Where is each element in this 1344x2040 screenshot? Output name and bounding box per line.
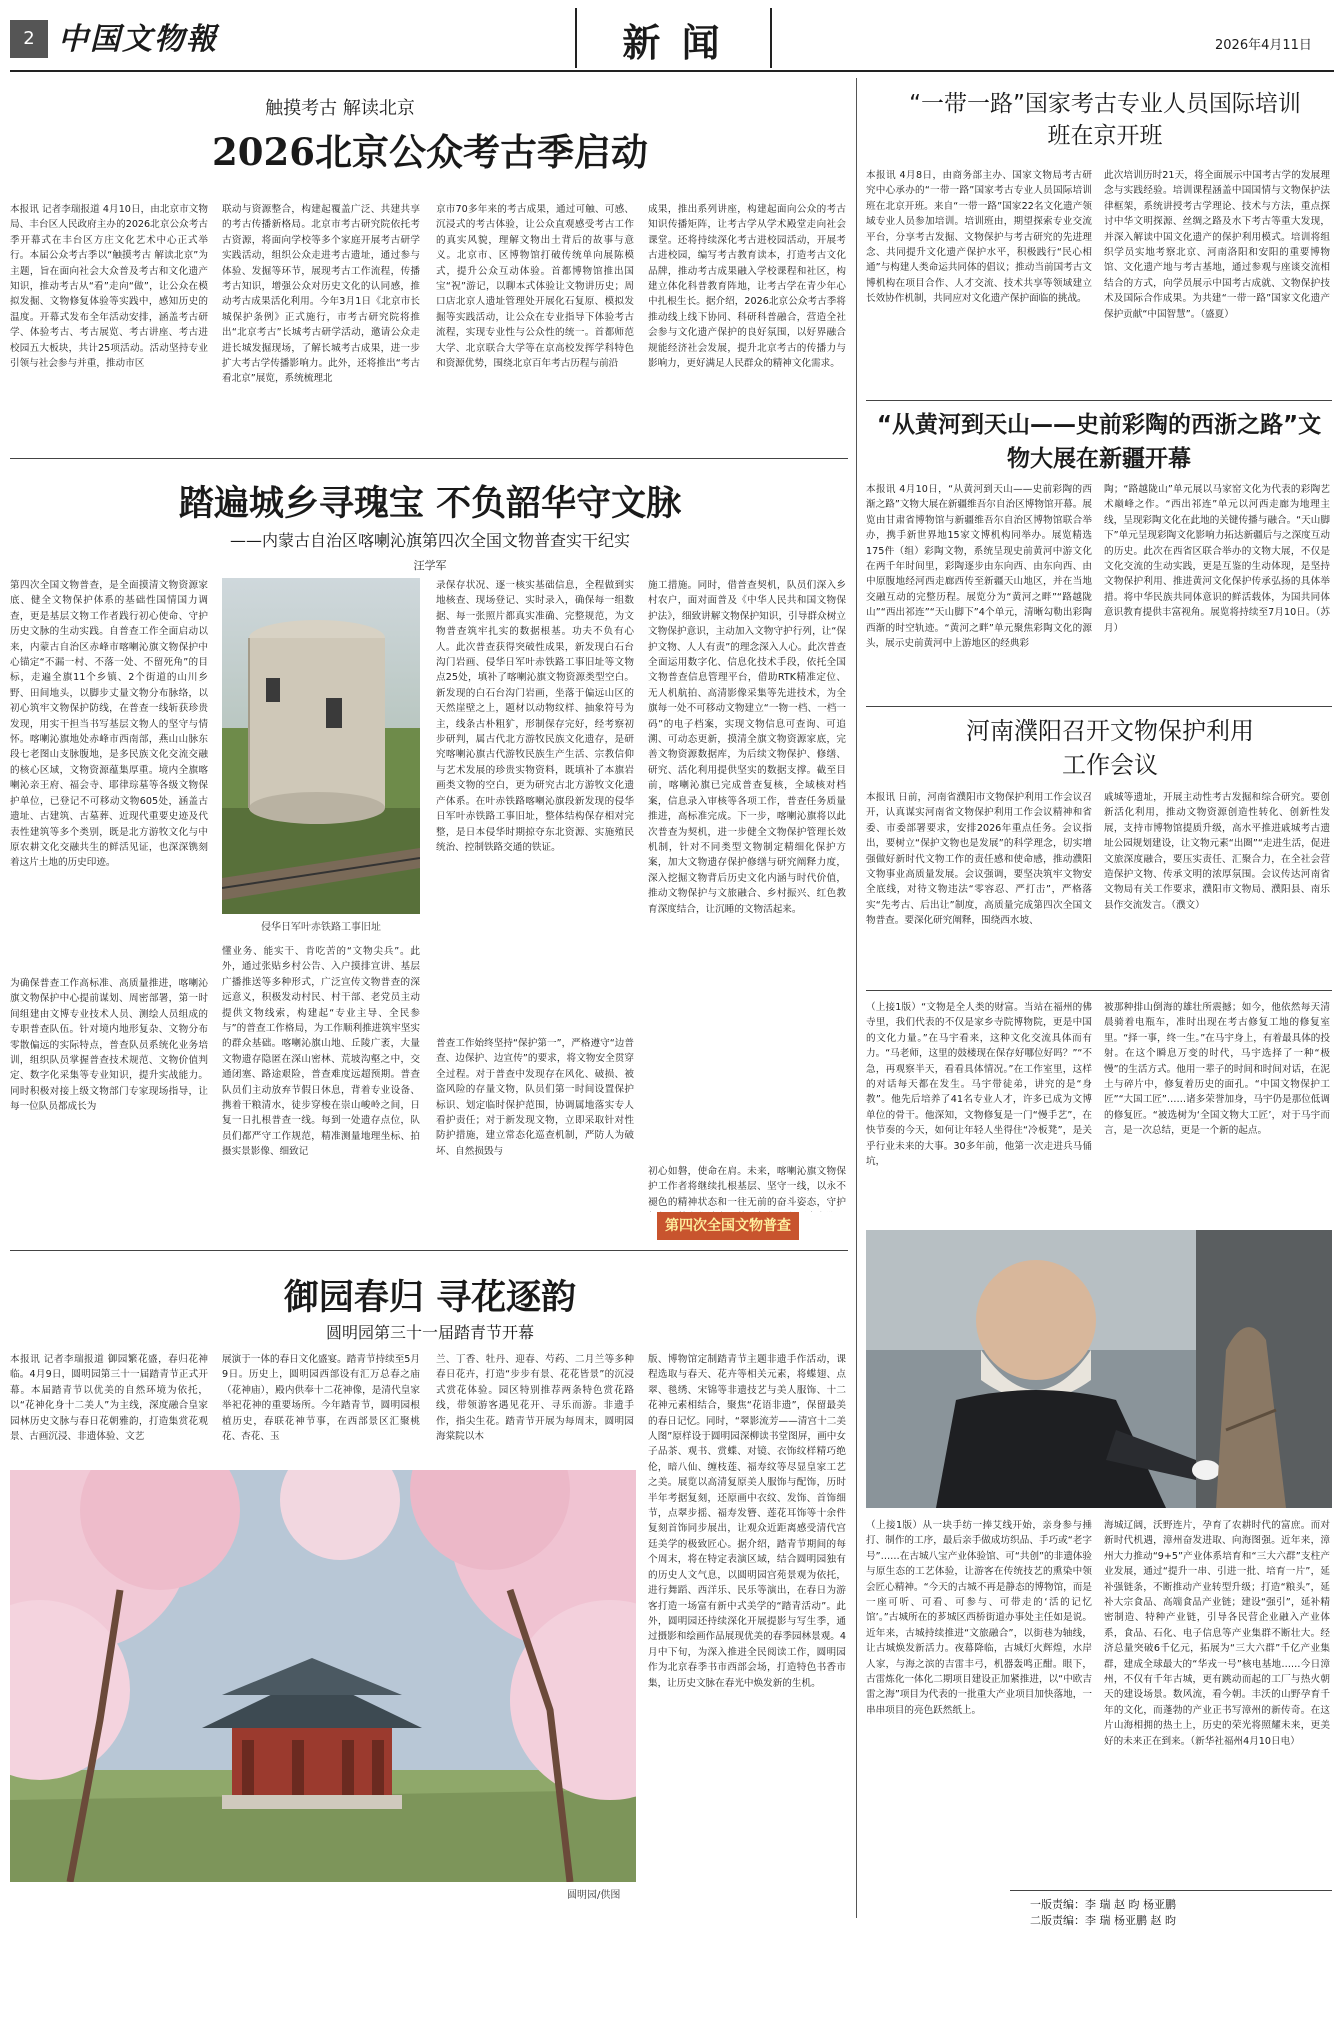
article1-headline: 2026北京公众考古季启动 (212, 130, 648, 174)
article5-col-2: 陶；“路越陇山”单元展以马家窑文化为代表的彩陶艺术巅峰之作。“西出祁连”单元以河西走廊为地理主线，呈现彩陶文化在此地的关键传播与融合。“天山脚下”单元呈现彩陶文化影响力拓达新疆后与之深度互动的历史。此次在西省区联合举办的文物大展，不仅是文化交流的生动实践，更是互鉴的生动体现，是坚持文物保护利用、推进黄河文化保护传承弘扬的具体举措。将中华民族共同体意识的鲜活载体，为国共同体意识教育提供丰富视角。展览将持续至7月10日。（苏月） (1104, 484, 1330, 634)
article1-col-2: 联动与资源整合，构建起覆盖广泛、共建共享的考古传播新格局。北京市考古研究院依托考古资源，将面向学校等多个家庭开展考古研学实践活动，组织公众走进考古遗址，通过参与体验、发掘等环节，展现考古工作流程，传播考古知识，增强公众对历史文化的认同感，推动考古成果活化利用。今年3月1日《北京市长城保护条例》正式施行，市考古研究院将推出“北京考古”长城考古研学活动，邀请公众走进长城发掘现场，了解长城考古成果，进一步扩大考古学传播影响力。此外，还将推出“考古看北京”展览，系统梳理北 (222, 204, 420, 385)
article4-col-2: 此次培训历时21天，将全面展示中国考古学的发展理念与实践经验。培训课程涵盖中国国情与文物保护法律框架，系统讲授考古学理论、技术与方法，重点探讨中华文明探源、丝绸之路及水下考古等重大发现，并深入解读中国文化遗产的保护利用模式。培训将组织学员实地考察北京、河南洛阳和安阳的重要博物馆、文化遗产地与考古基地，通过参观与座谈交流相结合的方式，向学员展示中国考古成就、文物保护技术及国际合作成果。为共建“一带一路”国家文化遗产保护贡献“中国智慧”。（盛夏） (1104, 170, 1330, 320)
article4-headline: “一带一路”国家考古专业人员国际培训班在京开班 (909, 91, 1301, 149)
article2-col-1: 第四次全国文物普查，是全面摸清文物资源家底、健全文物保护体系的基础性国情国力调查，更是基层文物工作者践行初心使命、守护历史文脉的生动实践。自普查工作全面启动以来，内蒙古自治区赤峰市喀喇沁旗文物保护中心锚定“不漏一村、不落一处、不留死角”的目标，走遍全旗11个乡镇、2个街道的山川乡野、田间地头，以脚步丈量文物分布脉络，以初心筑牢文物保护防线，在普查一线斩获珍贵发现，用实干担当书写基层文物人的坚守与情怀。喀喇沁旗地处赤峰市西南部，燕山山脉东段七老图山支脉腹地，是多民族文化交流交融的核心区域，文物资源蕴集厚重。境内全旗喀喇沁亲王府、福会寺、耶律琮墓等各级文物保护单位，已登记不可移动文物605处，涵盖古遗址、古建筑、古墓葬、近现代重要史迹及代表性建筑等多个类别，既是北方游牧文化与中原农耕文化交融共生的鲜活见证，也深深镌刻着这片土地的历史印迹。 (10, 580, 208, 869)
restorer-photo (866, 1230, 1332, 1508)
article2-headline: 踏遍城乡寻瑰宝 不负韶华守文脉 (178, 483, 682, 524)
article8-col-1: （上接1版）从一块手纺一捧艾线开始，亲身参与捶打、制作的工序，最后亲手做成坊织品、手巧或“老字号”……在古城八宝产业体验馆、可“共创”的非遗体验与原生态的工艺体验，让游客在传统技艺的熏染中领会匠心精神。“今天的古城不再是静态的博物馆，而是一座可听、可看、可参与、可带走的‘活的记忆馆’。”古城所在的芗城区西桥街道办事处主任如是说。近年来，古城持续推进“文旅融合”，以街巷为轴线，让古城焕发新活力。夜幕降临，古城灯火辉煌，水岸人家，与海之滨的吉雷丰弓，机器轰鸣正酣。眼下，古雷炼化一体化二期项目建设正加紧推进，以“中欧吉雷之海”项目为代表的一批重大产业项目加快落地，一串串项目的亮色跃然纸上。 (866, 1520, 1092, 1716)
article2-col-4b: 初心如磐，使命在肩。未来，喀喇沁旗文物保护工作者将继续扎根基层、坚守一线，以永不褪色的精神状态和一往无前的奋斗姿态，守护 (648, 1166, 846, 1208)
article6-col-2: 戚城等遗址，开展主动性考古发掘和综合研究。要创新活化利用，推动文物资源创造性转化、创新性发展，支持市博物馆提质升级，高水平推进戚城考古遗址公园规划建设，让文物元素“出圈”“走进生活，促进文旅深度融合，要压实责任、汇聚合力，在全社会营造保护文物、传承文明的浓厚氛围。会议传达河南省文物局有关工作要求，濮阳市文物局、濮阳县、南乐县作交流发言。（濮文） (1104, 792, 1330, 911)
article6-rule (866, 990, 1332, 991)
article8-col-2: 海城辽阔，沃野连片，孕育了农耕时代的富庶。而对新时代机遇，漳州奋发进取、向海图强。近年来，漳州大力推动“9+5”产业体系培育和“三大六群”支柱产业发展，通过“提升一串、引进一批、培育一片”，延补强链条，不断推动产业转型升级；打造“粮头”，延补大宗食品、高端食品产业链；建设“强引”，延补精密制造、特种产业链，引导各民营企业融入产业体系，食品、石化、电子信息等产业集群不断壮大。经济总量突破6千亿元，拓展为“三大六群”千亿产业集群，建成全球最大的“华戎一号”核电基地……今日漳州，不仅有千年古城，更有跳动而起的工厂与热火朝天的建设场景。数风流，看今朝。丰沃的山野孕育千年的文化，而蓬勃的产业正书写漳州的新传奇。在这片山海相拥的热土上，历史的荣光将照耀未来，更美好的未来正在到来。（新华社福州4月10日电） (1104, 1520, 1330, 1747)
credits-line-1: 一版责编：李 瑞 赵 昀 杨亚鹏 (1030, 1898, 1176, 1911)
section-title (578, 12, 768, 67)
article1-kicker: 触摸考古 解读北京 (265, 98, 415, 119)
article3-col-1: 本报讯 记者李瑞报道 御园繁花盛，春归花神临。4月9日，圆明园第三十一届踏青节正式开幕。本届踏青节以优美的自然环境为依托，以“花神化身十二美人”为主线，深度融合皇家园林历史文脉与春日花朝雅韵，打造集赏花观景、古画沉浸、非遗体验、文艺 (10, 1354, 208, 1443)
masthead-divider-left (575, 8, 577, 68)
paper-name: 中国文物報 (58, 22, 218, 57)
pavilion-illustration (10, 1470, 636, 1882)
article3-col-3: 兰、丁香、牡丹、迎春、芍药、二月兰等多种春日花卉，打造“步步有景、花花皆景”的沉浸式赏花体验。园区特别推荐两条特色赏花路线，带领游客遇见花开、寻乐而游。非遗手作，指尖生花。踏青节开展为每周末，圆明园海棠院以木 (436, 1354, 634, 1443)
article1-col-3: 京市70多年来的考古成果，通过可触、可感、沉浸式的考古体验，让公众直观感受考古工作的真实风貌，理解文物出土背后的故事与意义。北京市、区博物馆打破传统单向展陈模式，提升公众互动体验。首都博物馆推出国宝“祝”游记，以聊本式体验让文物讲历史；周口店北京人遗址管理处开展化石复原、模拟发掘等实践活动，让公众在专业指导下体验考古流程，实现专业性与公众性的统一。首都师范大学、北京联合大学等在京高校发挥学科特色和资源优势，围绕北京百年考古历程与前沿 (436, 204, 634, 370)
article2-col-3: 施工措施。同时，借普查契机，队员们深入乡村农户，面对面普及《中华人民共和国文物保护法》，细致讲解文物保护知识，引导群众树立文物保护意识，主动加入文物守护行列，让“保护文物、人人有责”的理念深入人心。此次普查全面运用数字化、信息化技术手段，依托全国文物普查信息管理平台，借助RTK精准定位、无人机航拍、高清影像采集等先进技术，为全旗每一处不可移动文物建立“一物一档、一档一码”的电子档案，实现文物信息可查询、可追溯、可动态更新，摸清全旗文物资源家底，完善文物资源数据库，为后续文物保护、修缮、研究、活化利用提供坚实的数据支撑。截至目前，喀喇沁旗已完成普查复核，全域核对档案，信息录入审核等各项工作，普查任务质量推进，高标准完成。下一步，喀喇沁旗将以此次普查为契机，进一步健全文物保护管理长效机制，针对不同类型文物制定精细化保护方案，加大文物遗存保护修缮与研究阐释力度，深入挖掘文物背后历史文化内涵与时代价值，推动文物保护与文旅融合、乡村振兴、红色教育深度结合，让沉睡的文物活起来。 (648, 580, 846, 915)
article1-col-1: 本报讯 记者李瑞报道 4月10日，由北京市文物局、丰台区人民政府主办的2026北京公众考古季开幕式在丰台区方庄文化艺术中心正式举行。本届公众考古季以“触摸考古 解读北京”为主题，旨在面向社会大众普及考古和文化遗产知识，推动考古从“看”走向“做”，让公众在模拟发掘、文物修复体验等实践中，感知历史的温度。开幕式发布全年活动安排，涵盖考古研学、体验考古、考古展览、考古讲座、考古进校园五大板块，共计25项活动。活动坚持专业引领与社会参与并重，推动市区 (10, 204, 208, 370)
article4-col-1: 本报讯 4月8日，由商务部主办、国家文物局考古研究中心承办的“一带一路”国家考古专业人员国际培训班在北京开班。来自“一带一路”国家22名文化遗产领域专业人员参加培训。培训班由，期望探索专业交流平台，分享考古发掘、文物保护与考古研究的先进理念、共同提升文化遗产保护水平，积极践行“民心相通”与构建人类命运共同体的倡议；推动当前国考古文博机构在项目合作、人才交流、技术共享等领域建立长效协作机制，共同应对文化遗产保护面临的挑战。 (866, 170, 1092, 305)
article3-col-4: 版、博物馆定制踏青节主题非遗手作活动，课程选取与春天、花卉等相关元素，将蝶翅、点翠、毯绣、宋锦等非遗技艺与美人服饰、十二花神元素相结合，聚焦“花语非遗”，保留最美的春日记忆。同时，“翠影流芳——清宫十二美人图”原样设于圆明园深柳读书堂图屏，画中女子品茶、观书、赏蝶、对镜、衣饰纹样精巧绝伦，暗八仙、缠枝莲、福寿纹等尽显皇家工艺之美。展览以高清复原美人服饰与配饰，历时半年考据复刻，还原画中衣纹、发饰、首饰细节，点翠步摇、福寿发簪、莲花耳饰等十余件复刻首饰同步展出，让观众近距离感受清代宫廷美学的极致匠心。据介绍，踏青节期间的每个周末，将在特定表演区域，结合圆明园独有的历史人文气息，以圆明园宫苑景观为依托，进行舞蹈、西洋乐、民乐等演出，在春日为游客打造一场富有新中式美学的“踏青活动”。此外，圆明园还持续深化开展提影与写生季，通过摄影和绘画作品展现优美的春季园林景观。4月中下旬，为深入推进全民阅读工作，圆明园作为北京春季书市西部会场，打造特色书香市集，让历史文脉在春光中焕发新的生机。 (648, 1354, 846, 1689)
bunker-photo-caption: 侵华日军叶赤铁路工事旧址 (261, 922, 381, 933)
article1-bottom-rule (10, 458, 848, 459)
article2-bottom-rule (10, 1250, 848, 1251)
masthead-rule (10, 70, 1334, 72)
article3-headline: 御园春归 寻花逐韵 (283, 1277, 577, 1318)
survey-tag (657, 1212, 799, 1240)
paper-logo (58, 14, 218, 58)
article2-col-1b: 为确保普查工作高标准、高质量推进，喀喇沁旗文物保护中心提前谋划、周密部署，第一时间组建由文博专业技术人员、测绘人员组成的专职普查队伍。针对境内地形复杂、文物分布零散偏远的实际特点，普查队员系统化业务培训，组织队员掌握普查技术规范、文物价值判定、数字化采集等专业知识，提升实战能力。同时积极对接上级文物部门专家现场指导，让每一位队员都成长为 (10, 978, 208, 1113)
credits-rule (1010, 1890, 1332, 1891)
right-column-divider (856, 78, 857, 1918)
article3-subhead: 圆明园第三十一届踏青节开幕 (325, 1323, 534, 1342)
page-number-box (10, 20, 48, 58)
article2-col-3b: 普查工作始终坚持“保护第一”，严格遵守“边普查、边保护、边宣传”的要求，将文物安全贯穿全过程。对于普查中发现存在风化、破损、被盗风险的存量文物，队员们第一时间设置保护标识、划定临时保护范围，协调属地落实专人看护责任；对于新发现文物，立即采取针对性防护措施，建立常态化巡查机制，严防人为破坏、自然损毁与 (436, 1038, 634, 1157)
bunker-photo (222, 578, 420, 914)
page-number: 2 (23, 28, 35, 49)
article7-col-2: 被那种排山倒海的雄壮所震撼；如今，他依然每天清晨骑着电瓶车，准时出现在考古修复工地的修复室里。“择一事，终一生。”在马宇身上，有着最具体的投射。在这个瞬息万变的时代，马宇选择了一种“极慢”的生活方式。他用一辈子的时间和时间对话，在泥土与碎片中，修复着历史的面孔。“中国文物保护工匠”“大国工匠”……诸多荣誉加身，马宇仍是那位低调的修复匠。“被选树为‘全国文物大工匠’，对于马宇而言，是一次总结，更是一个新的起点。 (1104, 1002, 1330, 1137)
article7-col-1: （上接1版）“文物是全人类的财富。当站在福州的佛寺里，我们代表的不仅是家乡寺院博物院，更是中国的文化力量。”在马宇看来，这种文化交流具体而有力。“马老师，这里的鼓楼现在保存好哪位好吗？”“不急，再观察半天，看看具体情况。”在工作室里，这样的对话每天都在发生。马宇带徒弟，讲究的是“身教”。他先后培养了41名专业人才，许多已成为文博单位的骨干。他深知，文物修复是一门“慢手艺”，在快节奏的今天，如何让年轻人坐得住“冷板凳”，是关乎行业未来的大事。30多年前，他第一次走进兵马俑坑， (866, 1002, 1092, 1168)
survey-tag-label: 第四次全国文物普查 (665, 1218, 791, 1234)
article6-col-1: 本报讯 日前，河南省濮阳市文物保护利用工作会议召开，认真谋实河南省文物保护利用工作会议精神和省委、市委部署要求，安排2026年重点任务。会议指出，要树立“保护文物也是发展”的科学理念，切实增强做好新时代文物工作的责任感和使命感，推动濮阳文物事业高质量发展。会议强调，要坚决筑牢文物安全底线，对待文物违法“零容忍、严打击”，严格落实“先考古、后出让”制度，高质量完成第四次全国文物普查。要深化研究阐释，围绕西水坡、 (866, 792, 1092, 927)
article2-byline: 汪学军 (413, 559, 447, 572)
article5-rule (866, 706, 1332, 707)
article1-col-4: 成果，推出系列讲座，构建起面向公众的考古知识传播矩阵，让考古学从学术殿堂走向社会课堂。还将持续深化考古进校园活动，开展考古进校园，编写考古教育读本，打造考古文化品牌，推动考古成果融入学校课程和社区，构建立体化科普教育阵地，让考古学在青少年心中扎根生长。据介绍，2026北京公众考古季将推动线上线下协同、科研科普融合，营造全社会参与文化遗产保护的良好氛围，以好界融合规能经济社会发展，提升北京考古的传播力与影响力，更好满足人民群众的精神文化需求。 (648, 204, 846, 370)
restorer-illustration (866, 1230, 1332, 1508)
pavilion-photo-caption: 圆明园/供图 (567, 1890, 621, 1901)
credits-line-2: 二版责编：李 瑞 杨亚鹏 赵 昀 (1030, 1914, 1176, 1927)
article2-col-2b: 懂业务、能实干、肯吃苦的“文物尖兵”。此外，通过张贴乡村公告、入户摸排宣讲、基层广播推送等多种形式，广泛宣传文物普查的深远意义，积极发动村民、村干部、老党员主动提供文物线索，构建起“专业主导、全民参与”的普查工作格局，为工作顺利推进筑牢坚实的群众基础。喀喇沁旗山地、丘陵广袤，大量文物遗存隐匿在深山密林、荒坡沟壑之中，交通闭塞、路途艰险，普查难度远超预期。普查队员们主动放弃节假日休息，背着专业设备、携着干粮清水，徒步穿梭在崇山峻岭之间，日复一日扎根普查一线。每到一处遗存点位，队员们都严守工作规范，精准测量地理坐标、拍摄实景影像、细致记 (222, 946, 420, 1158)
pavilion-photo (10, 1470, 636, 1882)
bunker-illustration (222, 578, 420, 914)
article3-col-2: 展演于一体的春日文化盛宴。踏青节持续至5月9日。历史上，圆明园西部设有汇万总春之庙（花神庙），殿内供奉十二花神像，是清代皇家举祀花神的重要场所。今年踏青节，圆明园根植历史，春联花神节事，在西部景区汇聚桃花、杏花、玉 (222, 1354, 420, 1443)
section-name: 新 闻 (622, 21, 724, 65)
article5-col-1: 本报讯 4月10日，“从黄河到天山——史前彩陶的西渐之路”文物大展在新疆维吾尔自治区博物馆开幕。展览由甘肃省博物馆与新疆维吾尔自治区博物馆联合举办，携手新世界地15家文博机构同举办。展览精选175件（组）彩陶文物，系统呈现史前黄河中游文化在两千年时间里，彩陶逐步由东向西、由东向西、由中原腹地经河西走廊西传至新疆天山地区，并在当地交融互动的完整历程。展览分为“黄河之畔”“路越陇山”“西出祁连”“天山脚下”4个单元，清晰勾勒出彩陶西渐的时空轨迹。“黄河之畔”单元聚焦彩陶文化的源头，展示史前黄河中上游地区的经典彩 (866, 484, 1092, 650)
article2-col-2: 录保存状况、逐一核实基础信息，全程做到实地核查、现场登记、实时录入，确保每一组数据、每一张照片都真实准确、完整规范，为文物普查筑牢扎实的数据根基。功夫不负有心人。此次普查获得突破性成果，新发现白石台沟门岩画、侵华日军叶赤铁路工事旧址等文物点25处，填补了喀喇沁旗文物资源类型空白。新发现的白石台沟门岩画，坐落于偏远山区的天然崖壁之上，题材以动物纹样、抽象符号为主，线条古朴粗犷，形制保存完好，经考察初步研判，属古代北方游牧民族文化遗存，是研究喀喇沁旗古代游牧民族生产生活、宗教信仰与艺术发展的珍贵实物资料，既填补了本旗岩画类文物的空白，更为研究古北方游牧文化遗产体系。在叶赤铁路喀喇沁旗段新发现的侵华日军叶赤铁路工事旧址，整体结构保存相对完整，是日本侵华时期掠夺东北资源、实施殖民统治、控制铁路交通的铁证。 (436, 580, 634, 853)
article4-rule (866, 400, 1332, 401)
article6-headline: 河南濮阳召开文物保护利用工作会议 (966, 717, 1254, 779)
article2-subhead: ——内蒙古自治区喀喇沁旗第四次全国文物普查实干纪实 (229, 531, 630, 550)
article5-headline: “从黄河到天山——史前彩陶的西浙之路”文物大展在新疆开幕 (876, 412, 1322, 472)
issue-date: 2026年4月11日 (1215, 38, 1312, 53)
masthead-divider-right (770, 8, 772, 68)
